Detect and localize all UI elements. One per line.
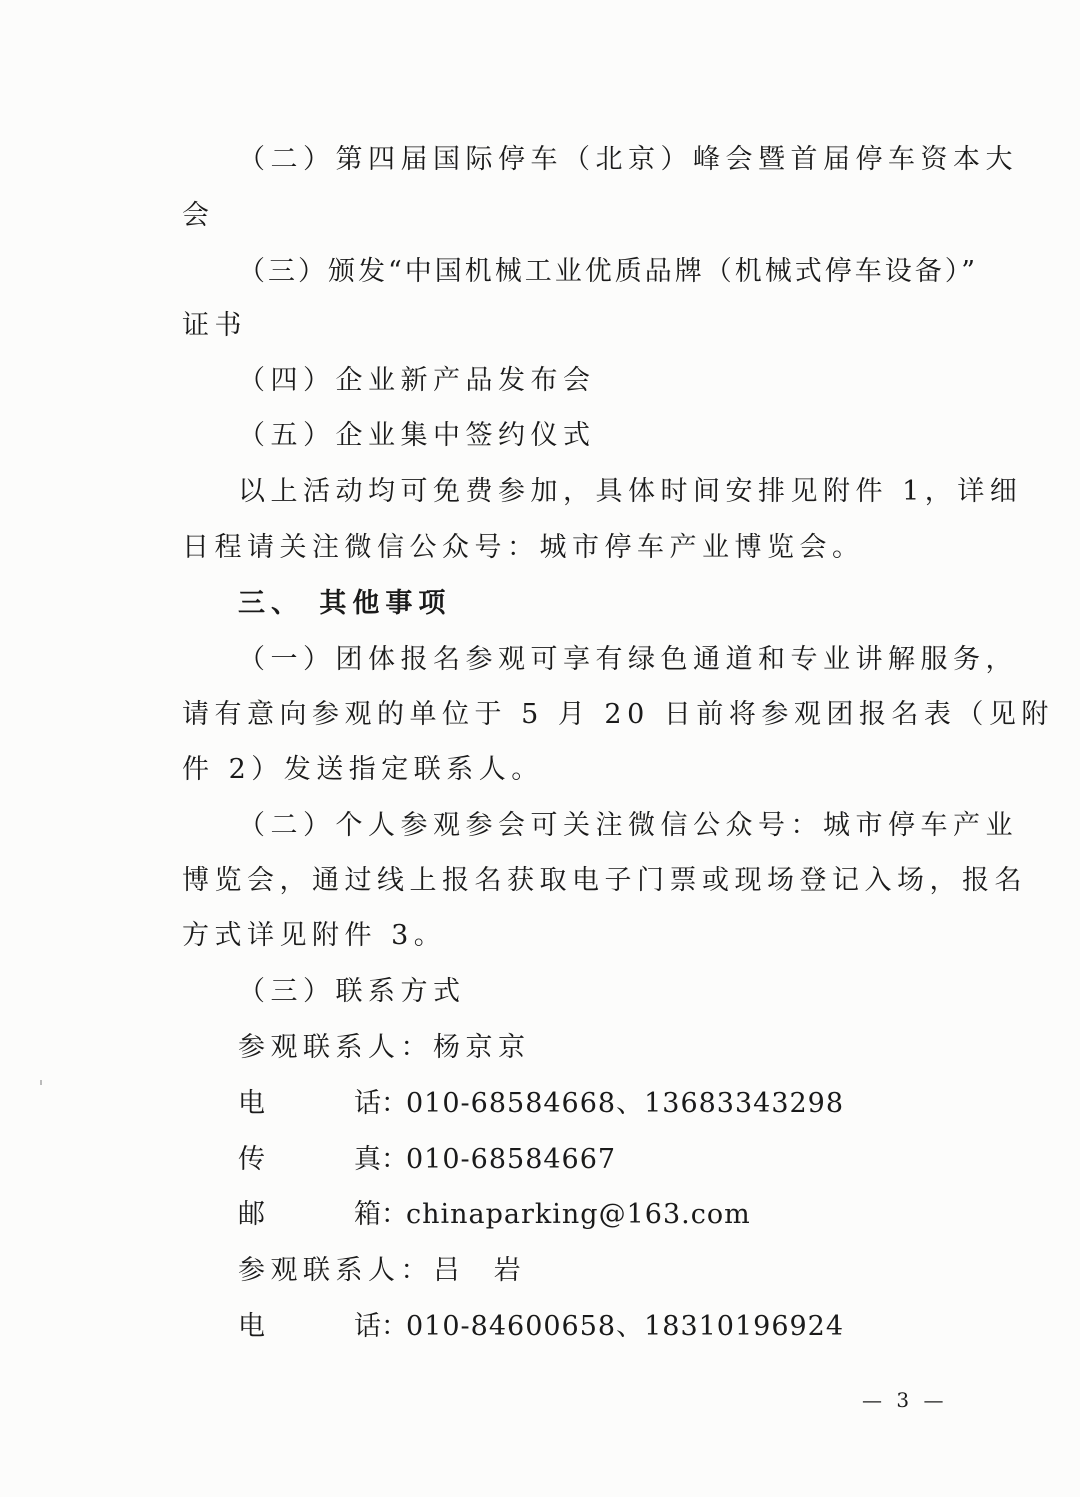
activity-item-5: （五）企业集中签约仪式	[238, 420, 596, 451]
contact-fax-label	[238, 1142, 406, 1178]
contact-phone-2-value: 010-84600658、18310196924	[406, 1311, 845, 1342]
other-item-2: （二）个人参观参会可关注微信公众号：城市停车产业	[238, 810, 1018, 841]
page-number: — 3 —	[862, 1388, 948, 1412]
contact-person-2-name: 吕 岩	[433, 1255, 527, 1286]
contact-person-1-name: 杨京京	[433, 1032, 531, 1063]
section-heading-other-matters: 三、 其他事项	[238, 588, 452, 619]
contact-fax-label-b: 真：	[354, 1144, 408, 1175]
other-item-1-line-3: 件 2）发送指定联系人。	[182, 754, 544, 785]
contact-phone-2-label-a: 电	[238, 1311, 265, 1342]
scan-speck	[40, 1080, 42, 1085]
contact-phone-1-label	[238, 1086, 406, 1122]
other-item-2-line-3: 方式详见附件 3。	[182, 920, 447, 951]
contact-phone-2-label-b: 话：	[354, 1311, 408, 1342]
activities-note-continued: 日程请关注微信公众号：城市停车产业博览会。	[182, 532, 865, 563]
contact-phone-1-label-b: 话：	[354, 1088, 408, 1119]
contact-phone-2	[238, 1309, 844, 1345]
contact-person-1	[238, 1030, 531, 1066]
contact-person-2	[238, 1253, 526, 1289]
activity-item-2-continued: 会	[182, 200, 215, 231]
contact-phone-1-label-a: 电	[238, 1088, 265, 1119]
contact-phone-1-value: 010-68584668、13683343298	[406, 1088, 845, 1119]
activity-item-4: （四）企业新产品发布会	[238, 365, 596, 396]
contact-fax-value: 010-68584667	[406, 1144, 617, 1175]
contact-email-label-a: 邮	[238, 1199, 265, 1230]
activity-item-2: （二）第四届国际停车（北京）峰会暨首届停车资本大	[238, 144, 1018, 175]
contact-phone-2-label	[238, 1309, 406, 1345]
contact-email-label	[238, 1197, 406, 1233]
contact-email	[238, 1197, 751, 1233]
activity-item-3: （三）颁发“中国机械工业优质品牌（机械式停车设备）”	[238, 256, 979, 287]
other-item-2-line-2: 博览会，通过线上报名获取电子门票或现场登记入场，报名	[182, 865, 1027, 896]
contact-email-value: chinaparking@163.com	[406, 1199, 751, 1230]
other-item-1-line-2: 请有意向参观的单位于 5 月 20 日前将参观团报名表（见附	[182, 699, 1054, 730]
contact-phone-1	[238, 1086, 844, 1122]
contact-person-2-label: 参观联系人：	[238, 1255, 433, 1286]
other-item-3: （三）联系方式	[238, 976, 466, 1007]
contact-person-1-label: 参观联系人：	[238, 1032, 433, 1063]
activities-note: 以上活动均可免费参加，具体时间安排见附件 1，详细	[238, 476, 1023, 507]
contact-email-label-b: 箱：	[354, 1199, 408, 1230]
contact-fax	[238, 1142, 616, 1178]
other-item-1: （一）团体报名参观可享有绿色通道和专业讲解服务，	[238, 644, 1018, 675]
activity-item-3-continued: 证书	[182, 310, 247, 341]
contact-fax-label-a: 传	[238, 1144, 265, 1175]
